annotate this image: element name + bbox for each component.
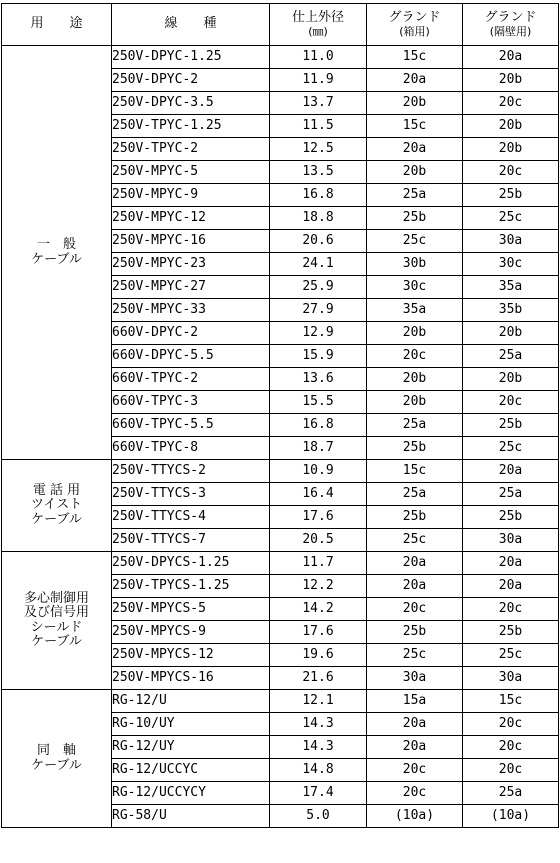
diameter-cell: 18.8 [270, 207, 367, 230]
gland-wall-cell: 20a [463, 460, 559, 483]
use-category-line: シールド [30, 619, 83, 635]
gland-wall-cell: 30a [463, 667, 559, 690]
gland-wall-cell: 20c [463, 713, 559, 736]
wire-type-cell: 250V-TPYC-1.25 [112, 115, 270, 138]
header-gland-box [367, 4, 463, 46]
gland-box-cell: 30c [367, 276, 463, 299]
gland-wall-cell: 30a [463, 529, 559, 552]
diameter-cell: 16.4 [270, 483, 367, 506]
gland-wall-cell: 25c [463, 207, 559, 230]
wire-type-cell: 250V-MPYCS-12 [112, 644, 270, 667]
wire-type-cell: RG-12/UY [112, 736, 270, 759]
gland-box-cell: 20c [367, 345, 463, 368]
gland-box-cell: 30a [367, 667, 463, 690]
gland-box-cell: 20b [367, 368, 463, 391]
gland-wall-cell: 20b [463, 115, 559, 138]
gland-box-cell: 25a [367, 414, 463, 437]
gland-box-cell: 20c [367, 598, 463, 621]
gland-wall-cell: 20a [463, 552, 559, 575]
wire-type-cell: 250V-MPYC-12 [112, 207, 270, 230]
table-row [2, 690, 559, 713]
gland-box-cell: (10a) [367, 805, 463, 828]
gland-box-cell: 20a [367, 552, 463, 575]
gland-box-cell: 15a [367, 690, 463, 713]
wire-type-cell: 660V-TPYC-3 [112, 391, 270, 414]
header-gland-wall-label: グランド [484, 10, 537, 26]
diameter-cell: 20.5 [270, 529, 367, 552]
diameter-cell: 15.9 [270, 345, 367, 368]
diameter-cell: 11.7 [270, 552, 367, 575]
gland-box-cell: 25b [367, 437, 463, 460]
table-body [2, 46, 559, 828]
table-row [2, 552, 559, 575]
gland-box-cell: 25c [367, 230, 463, 253]
header-gland-wall-sub: (隔壁用) [489, 24, 532, 38]
cable-gland-table [1, 3, 559, 828]
gland-wall-cell: 20c [463, 391, 559, 414]
diameter-cell: 5.0 [270, 805, 367, 828]
diameter-cell: 13.7 [270, 92, 367, 115]
use-category-cell [2, 690, 112, 828]
gland-box-cell: 25c [367, 644, 463, 667]
diameter-cell: 13.6 [270, 368, 367, 391]
gland-box-cell: 20c [367, 759, 463, 782]
wire-type-cell: 250V-MPYC-23 [112, 253, 270, 276]
diameter-cell: 14.3 [270, 713, 367, 736]
diameter-cell: 11.0 [270, 46, 367, 69]
gland-wall-cell: 25b [463, 621, 559, 644]
wire-type-cell: 250V-MPYC-16 [112, 230, 270, 253]
use-category-line: 一 般 [36, 237, 76, 253]
wire-type-cell: 250V-MPYCS-16 [112, 667, 270, 690]
gland-box-cell: 25c [367, 529, 463, 552]
wire-type-cell: 250V-TTYCS-7 [112, 529, 270, 552]
use-category-cell [2, 460, 112, 552]
diameter-cell: 17.6 [270, 621, 367, 644]
header-wire-type: 線 種 [112, 4, 270, 46]
diameter-cell: 18.7 [270, 437, 367, 460]
use-category-line: ケーブル [31, 511, 82, 527]
header-use: 用 途 [2, 4, 112, 46]
header-gland-box-sub: (箱用) [399, 24, 430, 38]
diameter-cell: 13.5 [270, 161, 367, 184]
wire-type-cell: 660V-DPYC-2 [112, 322, 270, 345]
diameter-cell: 15.5 [270, 391, 367, 414]
gland-box-cell: 20a [367, 69, 463, 92]
gland-box-cell: 15c [367, 46, 463, 69]
gland-wall-cell: 30a [463, 230, 559, 253]
wire-type-cell: 250V-MPYCS-9 [112, 621, 270, 644]
use-category-line: 及び信号用 [23, 605, 89, 621]
wire-type-cell: 250V-MPYCS-5 [112, 598, 270, 621]
diameter-cell: 17.6 [270, 506, 367, 529]
wire-type-cell: RG-10/UY [112, 713, 270, 736]
gland-box-cell: 20b [367, 161, 463, 184]
header-row [2, 4, 559, 46]
use-category-line: ケーブル [31, 757, 82, 773]
diameter-cell: 25.9 [270, 276, 367, 299]
gland-wall-cell: 20c [463, 92, 559, 115]
gland-box-cell: 15c [367, 460, 463, 483]
diameter-cell: 14.3 [270, 736, 367, 759]
diameter-cell: 16.8 [270, 414, 367, 437]
diameter-cell: 14.8 [270, 759, 367, 782]
wire-type-cell: 250V-DPYC-3.5 [112, 92, 270, 115]
wire-type-cell: 250V-TTYCS-3 [112, 483, 270, 506]
gland-wall-cell: 20b [463, 322, 559, 345]
use-category-line: ケーブル [31, 251, 82, 267]
gland-wall-cell: 20c [463, 161, 559, 184]
gland-wall-cell: 20b [463, 138, 559, 161]
header-gland-box-label: グランド [388, 10, 441, 26]
diameter-cell: 24.1 [270, 253, 367, 276]
diameter-cell: 27.9 [270, 299, 367, 322]
diameter-cell: 21.6 [270, 667, 367, 690]
wire-type-cell: 250V-TPYCS-1.25 [112, 575, 270, 598]
wire-type-cell: 250V-DPYC-2 [112, 69, 270, 92]
gland-wall-cell: 20b [463, 368, 559, 391]
diameter-cell: 16.8 [270, 184, 367, 207]
diameter-cell: 19.6 [270, 644, 367, 667]
gland-box-cell: 20a [367, 575, 463, 598]
gland-wall-cell: 20b [463, 69, 559, 92]
wire-type-cell: RG-12/UCCYC [112, 759, 270, 782]
wire-type-cell: 250V-TTYCS-4 [112, 506, 270, 529]
wire-type-cell: 660V-TPYC-2 [112, 368, 270, 391]
diameter-cell: 10.9 [270, 460, 367, 483]
gland-wall-cell: 20c [463, 598, 559, 621]
wire-type-cell: RG-12/U [112, 690, 270, 713]
use-category-line: ツイスト [30, 497, 83, 513]
gland-box-cell: 30b [367, 253, 463, 276]
diameter-cell: 14.2 [270, 598, 367, 621]
gland-wall-cell: 15c [463, 690, 559, 713]
wire-type-cell: 250V-MPYC-9 [112, 184, 270, 207]
diameter-cell: 11.5 [270, 115, 367, 138]
wire-type-cell: 250V-MPYC-27 [112, 276, 270, 299]
wire-type-cell: 250V-TPYC-2 [112, 138, 270, 161]
header-gland-wall [463, 4, 559, 46]
diameter-cell: 12.1 [270, 690, 367, 713]
table-row [2, 46, 559, 69]
gland-wall-cell: 20c [463, 759, 559, 782]
diameter-cell: 20.6 [270, 230, 367, 253]
gland-box-cell: 20c [367, 782, 463, 805]
gland-box-cell: 25b [367, 506, 463, 529]
gland-wall-cell: 20c [463, 736, 559, 759]
diameter-cell: 11.9 [270, 69, 367, 92]
gland-wall-cell: 25c [463, 644, 559, 667]
gland-wall-cell: 35b [463, 299, 559, 322]
wire-type-cell: 660V-DPYC-5.5 [112, 345, 270, 368]
header-diameter-unit: (㎜) [308, 24, 328, 38]
gland-box-cell: 25a [367, 184, 463, 207]
gland-wall-cell: 25b [463, 414, 559, 437]
gland-wall-cell: 30c [463, 253, 559, 276]
wire-type-cell: 660V-TPYC-5.5 [112, 414, 270, 437]
gland-wall-cell: 25a [463, 483, 559, 506]
gland-wall-cell: 20a [463, 46, 559, 69]
gland-wall-cell: 25a [463, 345, 559, 368]
diameter-cell: 12.2 [270, 575, 367, 598]
use-category-cell [2, 46, 112, 460]
wire-type-cell: RG-12/UCCYCY [112, 782, 270, 805]
gland-box-cell: 15c [367, 115, 463, 138]
wire-type-cell: 250V-MPYC-5 [112, 161, 270, 184]
header-finished-diameter [270, 4, 367, 46]
use-category-line: 電 話 用 [32, 483, 81, 499]
wire-type-cell: 250V-DPYC-1.25 [112, 46, 270, 69]
wire-type-cell: 250V-TTYCS-2 [112, 460, 270, 483]
use-category-line: 多心制御用 [23, 590, 89, 606]
wire-type-cell: 250V-MPYC-33 [112, 299, 270, 322]
gland-wall-cell: 35a [463, 276, 559, 299]
gland-wall-cell: 25a [463, 782, 559, 805]
use-category-cell [2, 552, 112, 690]
gland-box-cell: 20a [367, 713, 463, 736]
gland-wall-cell: (10a) [463, 805, 559, 828]
gland-box-cell: 20a [367, 736, 463, 759]
wire-type-cell: 660V-TPYC-8 [112, 437, 270, 460]
gland-wall-cell: 25c [463, 437, 559, 460]
gland-box-cell: 25a [367, 483, 463, 506]
diameter-cell: 17.4 [270, 782, 367, 805]
gland-wall-cell: 25b [463, 506, 559, 529]
wire-type-cell: RG-58/U [112, 805, 270, 828]
diameter-cell: 12.5 [270, 138, 367, 161]
gland-box-cell: 35a [367, 299, 463, 322]
gland-wall-cell: 25b [463, 184, 559, 207]
gland-box-cell: 20b [367, 92, 463, 115]
gland-box-cell: 20a [367, 138, 463, 161]
gland-wall-cell: 20a [463, 575, 559, 598]
table-row [2, 460, 559, 483]
gland-box-cell: 25b [367, 621, 463, 644]
wire-type-cell: 250V-DPYCS-1.25 [112, 552, 270, 575]
use-category-line: ケーブル [31, 633, 82, 649]
gland-box-cell: 25b [367, 207, 463, 230]
gland-box-cell: 20b [367, 322, 463, 345]
diameter-cell: 12.9 [270, 322, 367, 345]
gland-box-cell: 20b [367, 391, 463, 414]
header-diameter-label: 仕上外径 [291, 10, 344, 26]
use-category-line: 同 軸 [36, 743, 76, 759]
